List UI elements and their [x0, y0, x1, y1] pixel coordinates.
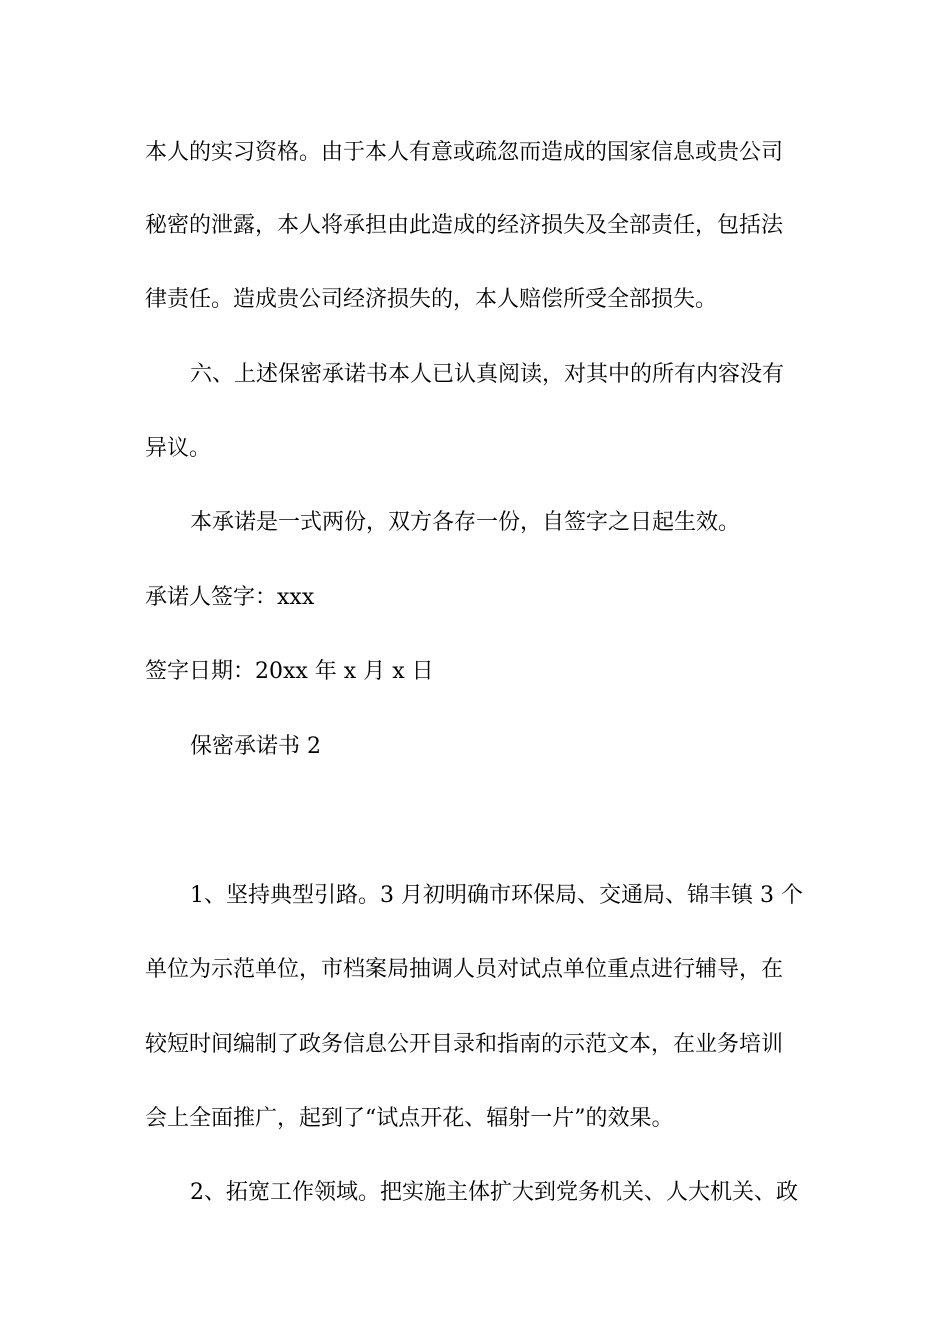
paragraph-line: 本人的实习资格。由于本人有意或疏忽而造成的国家信息或贵公司 [145, 140, 784, 165]
signature-date-line: 签字日期：20xx 年 x 月 x 日 [145, 659, 434, 684]
paragraph-line: 较短时间编制了政务信息公开目录和指南的示范文本，在业务培训 [145, 1032, 784, 1057]
paragraph-line: 六、上述保密承诺书本人已认真阅读，对其中的所有内容没有 [190, 362, 785, 387]
paragraph-line: 异议。 [145, 436, 212, 461]
section-heading: 保密承诺书 2 [190, 734, 321, 759]
paragraph-line: 会上全面推广，起到了“试点开花、辐射一片”的效果。 [145, 1106, 674, 1131]
paragraph-line: 律责任。造成贵公司经济损失的，本人赔偿所受全部损失。 [145, 287, 718, 312]
paragraph-line: 本承诺是一式两份，双方各存一份，自签字之日起生效。 [190, 510, 741, 535]
paragraph-line: 2、拓宽工作领域。把实施主体扩大到党务机关、人大机关、政 [190, 1180, 798, 1205]
signatory-line: 承诺人签字：xxx [145, 585, 315, 610]
paragraph-line: 1、坚持典型引路。3 月初明确市环保局、交通局、锦丰镇 3 个 [190, 883, 803, 908]
paragraph-line: 单位为示范单位，市档案局抽调人员对试点单位重点进行辅导，在 [145, 957, 784, 982]
paragraph-line: 秘密的泄露，本人将承担由此造成的经济损失及全部责任，包括法 [145, 213, 784, 238]
